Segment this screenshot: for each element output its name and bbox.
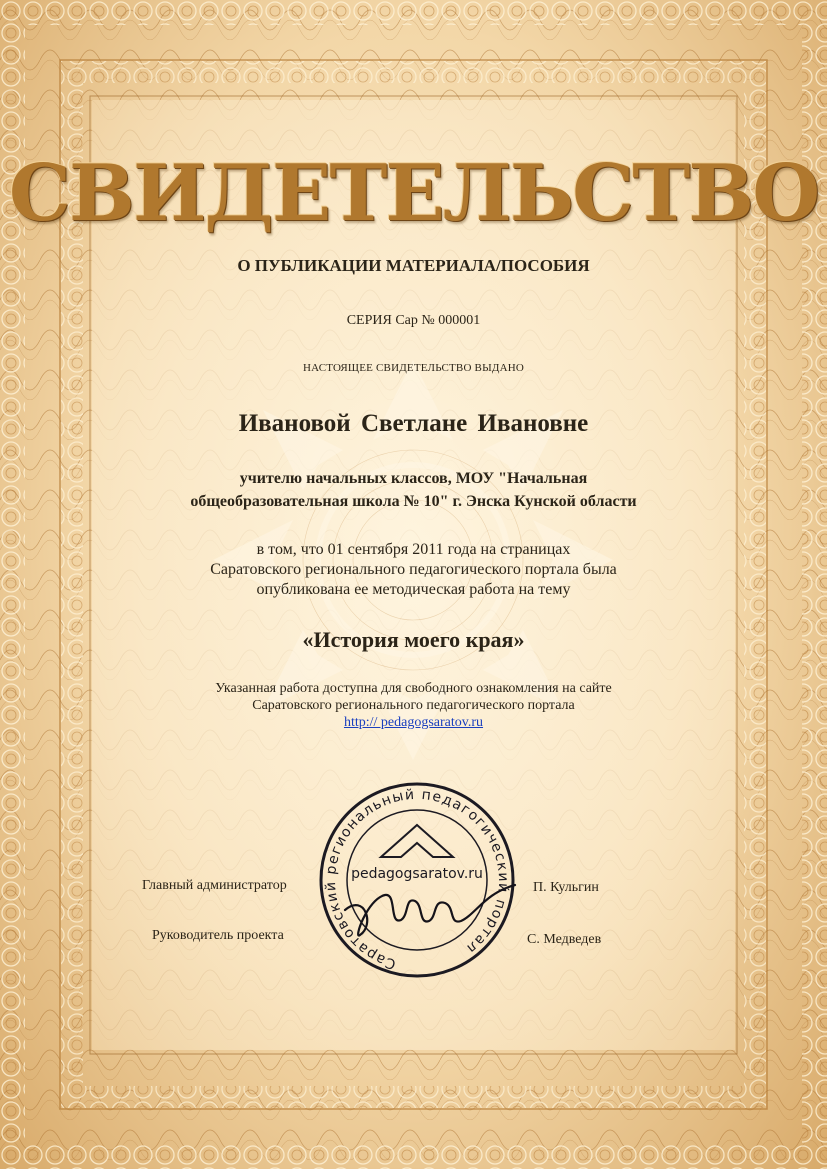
stamp-ring-text: Саратовский региональный педагогический портал	[322, 786, 512, 972]
recipient-name: Ивановой Светлане Ивановне	[238, 410, 589, 437]
certificate-title: СВИДЕТЕЛЬСТВО	[8, 148, 819, 239]
recipient-position-line: общеобразовательная школа № 10" г. Энска Кунской области	[190, 493, 637, 510]
series-number: СЕРИЯ Сар № 000001	[346, 313, 481, 328]
publication-statement	[0, 540, 827, 600]
admin-role-label: Главный администратор	[142, 878, 287, 893]
work-title: «История моего края»	[302, 627, 525, 652]
issued-to-label: НАСТОЯЩЕЕ СВИДЕТЕЛЬСТВО ВЫДАНО	[302, 362, 524, 374]
site-link[interactable]: http:// pedagogsaratov.ru	[343, 715, 484, 730]
statement-line: Саратовского регионального педагогического портала была	[210, 561, 617, 578]
certificate-subtitle: О ПУБЛИКАЦИИ МАТЕРИАЛА/ПОСОБИЯ	[237, 256, 590, 275]
statement-line: опубликована ее методическая работа на тему	[256, 581, 571, 598]
head-name: С. Медведев	[527, 932, 602, 947]
recipient-position	[0, 467, 827, 513]
stamp-center-text: pedagogsaratov.ru	[351, 866, 483, 882]
availability-line: Саратовского регионального педагогического портала	[252, 698, 575, 713]
recipient-position-line: учителю начальных классов, МОУ "Начальная	[239, 470, 588, 487]
admin-name: П. Кульгин	[533, 880, 599, 895]
statement-line: в том, что 01 сентября 2011 года на страницах	[256, 541, 571, 558]
round-stamp	[305, 775, 530, 985]
availability-note	[0, 680, 827, 731]
availability-line: Указанная работа доступна для свободного ознакомления на сайте	[215, 681, 612, 696]
head-role-label: Руководитель проекта	[152, 928, 284, 943]
